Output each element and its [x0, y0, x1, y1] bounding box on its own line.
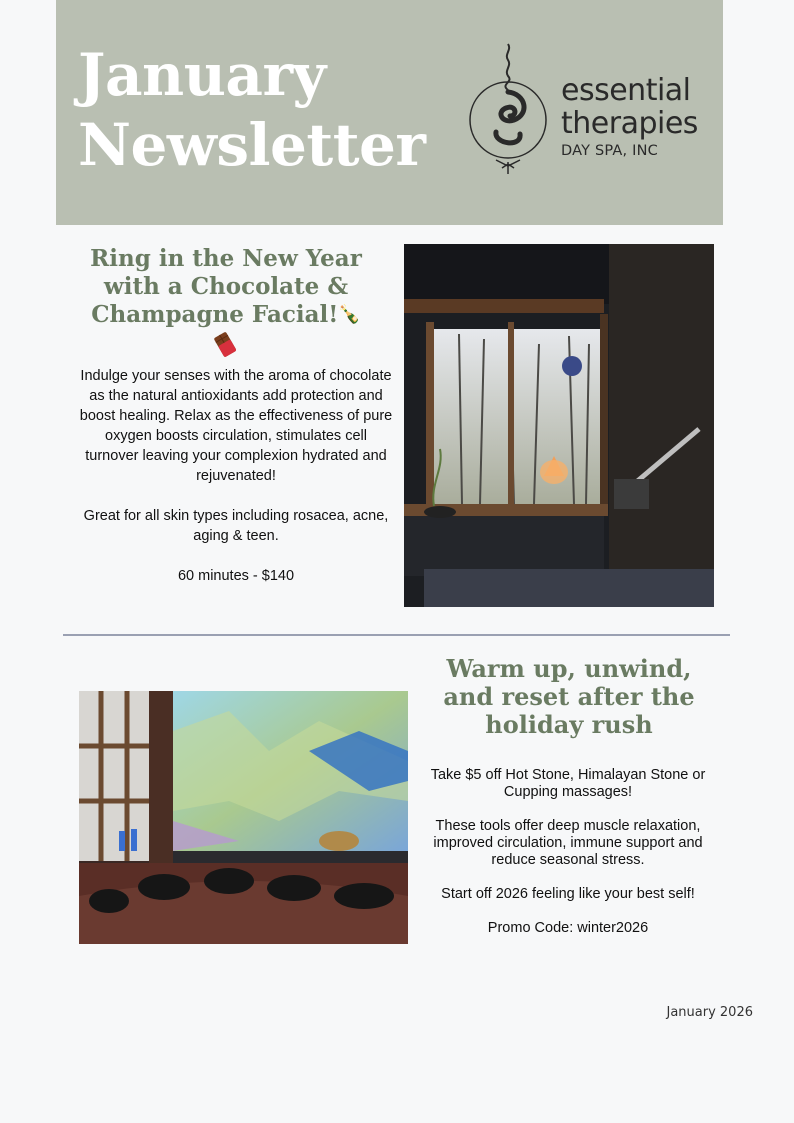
section-divider: [63, 634, 730, 636]
facial-price: 60 minutes - $140: [177, 568, 295, 584]
logo-line-3: DAY SPA, INC: [561, 143, 658, 159]
chocolate-bar-icon: [212, 330, 240, 358]
spiral-lotus-icon: [466, 40, 556, 180]
footer-date: January 2026: [666, 1005, 753, 1020]
logo-line-1: essential: [561, 73, 691, 108]
newsletter-header: [56, 0, 723, 225]
facial-heading: [78, 245, 374, 329]
massage-tagline: Start off 2026 feeling like your best self!: [441, 886, 695, 902]
spa-room-window-photo: [404, 244, 714, 607]
massage-benefits: These tools offer deep muscle relaxation, improved circulation, immune support and reduce seasonal stress.: [433, 818, 703, 868]
title-line-1: January: [78, 41, 326, 109]
promo-code: Promo Code: winter2026: [487, 920, 649, 936]
hot-stone-massage-photo: [79, 691, 408, 944]
facial-description: [78, 366, 394, 606]
massage-description: [418, 767, 718, 954]
champagne-glasses-icon: 🍾: [338, 304, 361, 325]
newsletter-title: [78, 40, 425, 180]
title-line-2: Newsletter: [78, 111, 426, 179]
massage-heading: Warm up, unwind, and reset after the holiday rush: [443, 654, 695, 739]
massage-offer: Take $5 off Hot Stone, Himalayan Stone or Cupping massages!: [430, 767, 706, 800]
logo-line-2: therapies: [561, 106, 698, 141]
logo-wordmark: [561, 74, 698, 159]
facial-paragraph-2: Great for all skin types including rosacea, acne, aging & teen.: [83, 508, 389, 544]
facial-heading-text: Ring in the New Year with a Chocolate & Champagne Facial!: [90, 245, 362, 328]
facial-paragraph-1: Indulge your senses with the aroma of chocolate as the natural antioxidants add protection and boost healing. Relax as the effectiveness of pure oxygen boosts circulation, stimulates cell turnover leaving your complexion hydrated and rejuvenated!: [79, 368, 393, 484]
